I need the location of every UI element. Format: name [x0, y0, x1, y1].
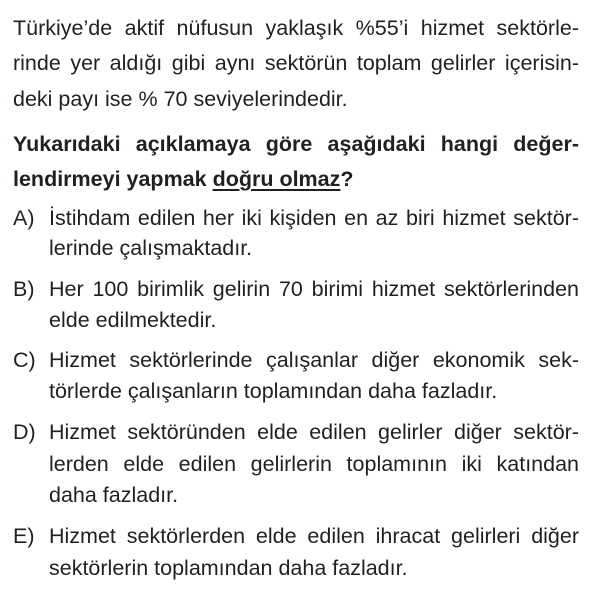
option-c-letter[interactable]: C)	[13, 348, 36, 372]
option-b-text[interactable]: elde edilmektedir.	[49, 308, 217, 332]
intro-line: rinde yer aldığı gibi aynı sektörün toplam gelirler içerisin-	[13, 51, 579, 75]
option-c-text[interactable]: Hizmet sektörlerinde çalışanlar diğer ekonomik sek-	[49, 348, 579, 372]
question-mark: ?	[340, 167, 354, 191]
option-a-text[interactable]: İstihdam edilen her iki kişiden en az biri hizmet sektör-	[49, 206, 579, 230]
option-a-text[interactable]: lerinde çalışmaktadır.	[49, 236, 253, 260]
option-a-letter[interactable]: A)	[13, 206, 35, 230]
option-e-text[interactable]: sektörlerin toplamından daha fazladır.	[49, 556, 408, 580]
option-b-text[interactable]: Her 100 birimlik gelirin 70 birimi hizmet sektörlerinden	[49, 277, 579, 301]
question-stem: Yukarıdaki açıklamaya göre aşağıdaki hangi değer-	[13, 132, 579, 156]
option-d-text[interactable]: lerden elde edilen gelirlerin toplamının iki katından	[49, 452, 579, 476]
option-c-text[interactable]: törlerde çalışanların toplamından daha fazladır.	[49, 379, 498, 403]
option-e-letter[interactable]: E)	[13, 524, 35, 548]
intro-line: deki payı ise % 70 seviyelerindedir.	[13, 87, 348, 111]
option-b-letter[interactable]: B)	[13, 277, 35, 301]
option-d-text[interactable]: daha fazladır.	[49, 483, 179, 507]
question-emphasis: doğru olmaz	[212, 167, 341, 191]
option-e-text[interactable]: Hizmet sektörlerden elde edilen ihracat gelirleri diğer	[49, 524, 579, 548]
option-d-letter[interactable]: D)	[13, 420, 36, 444]
option-d-text[interactable]: Hizmet sektöründen elde edilen gelirler diğer sektör-	[49, 420, 579, 444]
question-stem	[13, 166, 354, 192]
intro-line: Türkiye’de aktif nüfusun yaklaşık %55’i hizmet sektörle-	[13, 16, 579, 40]
question-text: lendirmeyi yapmak	[13, 167, 213, 191]
